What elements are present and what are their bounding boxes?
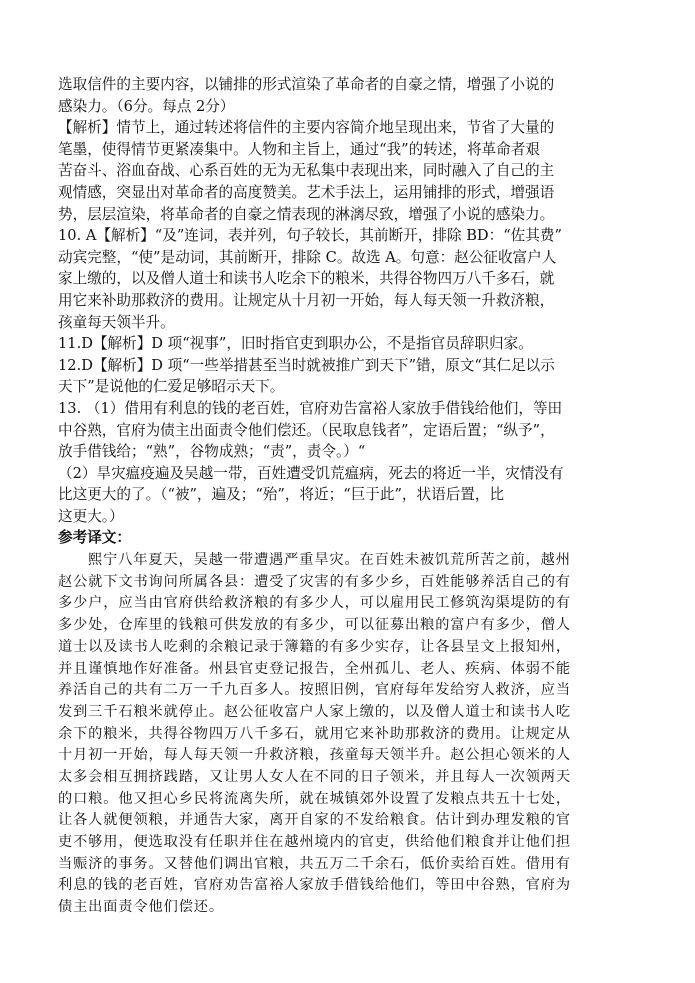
translation-line: 道士以及读书人吃剩的余粮记录于簿籍的有多少实存，让各县呈文上报知州， (58, 638, 571, 655)
answer-line: 苦奋斗、浴血奋战、心系百姓的无为无私集中表现出来，同时融入了自己的主 (58, 162, 555, 180)
translation-line: 发到三千石粮米就停止。赵公征收富户人家上缴的，以及僧人道士和读书人吃 (58, 703, 571, 720)
translation-line: 太多会相互拥挤践踏，又让男人女人在不同的日子领米，并且每人一次领两天 (58, 768, 571, 785)
answer-section (58, 74, 646, 527)
translation-line: 债主出面责令他们偿还。 (58, 899, 224, 916)
answer-line: 天下”是说他的仁爱足够昭示天下。 (58, 378, 285, 396)
translation-line: 让各人就便领粮，并通告大家，离开自家的不发给粮食。估计到办理发粮的官 (58, 812, 571, 829)
answer-line: 【解析】情节上，通过转述将信件的主要内容简介地呈现出来，节省了大量的 (58, 119, 555, 137)
answer-line: 10. A【解析】“及”连词，表并列，句子较长，其前断开，排除 BD：“佐其费” (58, 227, 562, 245)
translation-line: 余下的粮米，共得谷物四万八千多石，就用它来补助那救济的费用。让规定从 (58, 725, 571, 742)
answer-line: 观情感，突显出对革命者的高度赞美。艺术手法上，运用铺排的形式，增强语 (58, 183, 555, 201)
answer-line: 孩童每天领半升。 (58, 313, 175, 331)
answer-line: 12.D【解析】D 项“一些举措甚至当时就被推广到天下”错，原文“其仁足以示 (58, 356, 555, 374)
translation-line: 多少处，仓库里的钱粮可供发放的有多少，可以征募出粮的富户有多少，僧人 (58, 617, 571, 634)
answer-line: （2）旱灾瘟疫遍及吴越一带，百姓遭受饥荒瘟病，死去的将近一半，灾情没有 (58, 464, 564, 482)
translation-line: 多少户，应当由官府供给救济粮的有多少人，可以雇用民工修筑沟渠堤防的有 (58, 595, 571, 612)
document-page (58, 74, 646, 919)
answer-line: 比这更大的了。（“被”，遍及；“殆”，将近；“巨于此”，状语后置，比 (58, 486, 505, 504)
answer-line: 感染力。（6分。每点 2分） (58, 97, 235, 115)
translation-line: 养活自己的共有二万一千九百多人。按照旧例，官府每年发给穷人救济，应当 (58, 682, 571, 699)
translation-section (58, 550, 646, 919)
answer-line: 势，层层渲染，将革命者的自豪之情表现的淋漓尽致，增强了小说的感染力。 (58, 205, 555, 223)
answer-line: 11.D【解析】D 项“视事”，旧时指官吏到职办公，不是指官员辞职归家。 (58, 335, 533, 353)
answer-line: 笔墨，使得情节更紧凑集中。人物和主旨上，通过“我”的转述，将革命者艰 (58, 140, 540, 158)
translation-line: 并且谨慎地作好准备。州县官吏登记报告，全州孤儿、老人、疾病、体弱不能 (58, 660, 571, 677)
answer-line: 中谷熟，官府为债主出面责令他们偿还。（民取息钱者”，定语后置；“纵予”， (58, 421, 555, 439)
translation-line: 吏不够用，便选取没有任职并住在越州境内的官吏，供给他们粮食并让他们担 (58, 834, 571, 850)
answer-line: 家上缴的，以及僧人道士和读书人吃余下的粮米，共得谷物四万八千多石，就 (58, 270, 555, 288)
translation-line: 熙宁八年夏天，吴越一带遭遇严重旱灾。在百姓未被饥荒所苦之前，越州 (88, 552, 571, 569)
answer-line: 用它来补助那救济的费用。让规定从十月初一开始，每人每天领一升救济粮， (58, 291, 555, 309)
translation-line: 利息的钱的老百姓，官府劝告富裕人家放手借钱给他们，等田中谷熟，官府为 (58, 877, 571, 894)
translation-line: 当赈济的事务。又替他们调出官粮，共五万二千余石，低价卖给百姓。借用有 (58, 855, 571, 872)
answer-line: 选取信件的主要内容，以铺排的形式渲染了革命者的自豪之情，增强了小说的 (58, 76, 555, 93)
answer-line: 动宾完整，“使”是动词，其前断开，排除 C。故选 A。句意：赵公征收富户人 (58, 248, 557, 266)
answer-line: 这更大。） (58, 507, 124, 525)
translation-line: 赵公就下文书询问所属各县：遭受了灾害的有多少乡，百姓能够养活自己的有 (58, 573, 571, 590)
answer-line: 13. （1）借用有利息的钱的老百姓，官府劝告富裕人家放手借钱给他们，等田 (58, 399, 563, 417)
translation-line: 的口粮。他又担心乡民将流离失所，就在城镇郊外设置了发粮点共五十七处， (58, 790, 571, 807)
translation-heading: 参考译文： (58, 529, 131, 547)
answer-line: 放手借钱给；“熟”，谷物成熟；“责”，责令。）“ (58, 443, 366, 461)
translation-line: 十月初一开始，每人每天领一升救济粮，孩童每天领半升。赵公担心领米的人 (58, 747, 571, 764)
